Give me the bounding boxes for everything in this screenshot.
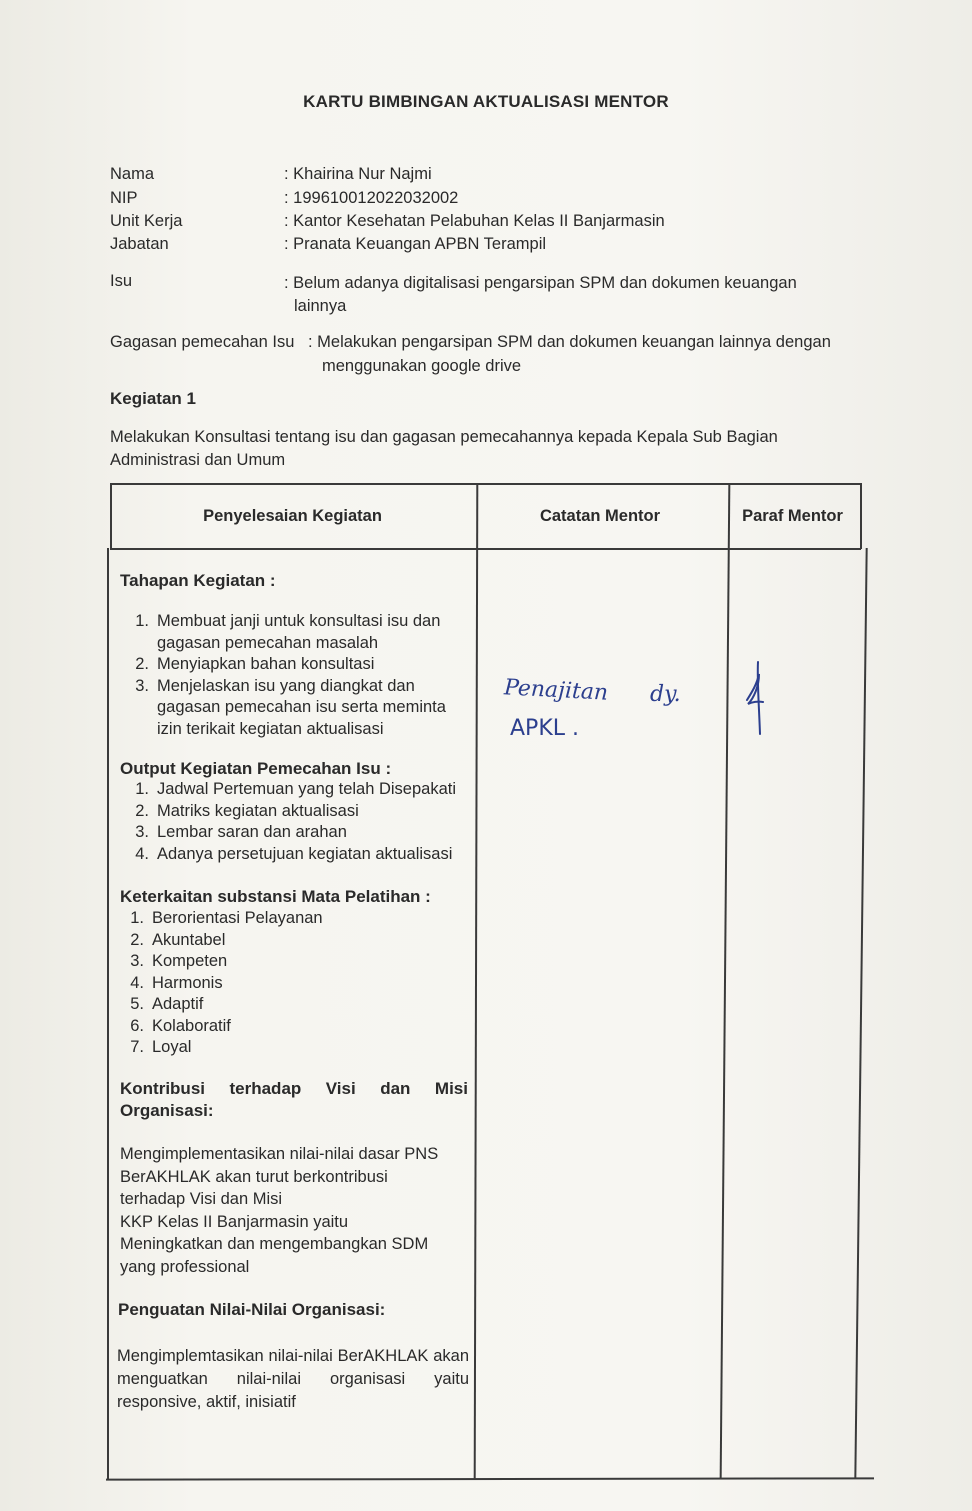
list-item: 3. Kompeten [130, 952, 228, 970]
document-title: KARTU BIMBINGAN AKTUALISASI MENTOR [303, 92, 669, 111]
list-item: 7. Loyal [130, 1038, 192, 1056]
field-value-nama: : Khairina Nur Najmi [284, 165, 432, 183]
list-item: 2. Matriks kegiatan aktualisasi [135, 801, 359, 820]
header-paraf: Paraf Mentor [742, 506, 843, 525]
field-value-isu: : Belum adanya digitalisasi pengarsipan SPM dan dokumen keuangan [284, 274, 797, 292]
kontribusi-text: Mengimplementasikan nilai-nilai dasar PNS BerAKHLAK akan turut berkontribusi terhadap Visi dan Misi KKP Kelas II Banjarmasin yaitu Meningkatkan dan mengembangkan SDM yang professional [120, 1145, 439, 1276]
keterkaitan-title: Keterkaitan substansi Mata Pelatihan : [120, 887, 431, 906]
list-item: 3. Lembar saran dan arahan [135, 823, 347, 841]
field-label-isu: Isu [110, 272, 133, 290]
penguatan-title: Penguatan Nilai-Nilai Organisasi: [118, 1300, 386, 1319]
list-item: 1. Berorientasi Pelayanan [130, 909, 323, 927]
list-item: 1. Jadwal Pertemuan yang telah Disepakati [135, 780, 457, 798]
keterkaitan-list [120, 908, 470, 1059]
field-value-nip: : 199610012022032002 [284, 189, 459, 207]
list-item: 2. Menyiapkan bahan konsultasi [135, 655, 375, 673]
paraf-signature-icon [742, 660, 772, 738]
header-catatan: Catatan Mentor [539, 506, 661, 525]
field-value-unit-kerja: : Kantor Kesehatan Pelabuhan Kelas II Banjarmasin [284, 212, 665, 230]
header-penyelesaian: Penyelesaian Kegiatan [203, 506, 382, 525]
list-item: 6. Kolaboratif [130, 1016, 231, 1035]
list-item: 5. Adaptif [130, 995, 204, 1013]
field-label-nip: NIP [110, 189, 138, 207]
field-value-isu-line2: lainnya [294, 297, 347, 315]
list-item: 4. Adanya persetujuan kegiatan aktualisasi [135, 844, 453, 863]
gagasan-value: : Melakukan pengarsipan SPM dan dokumen keuangan lainnya dengan [308, 333, 831, 351]
list-item: 2. Akuntabel [130, 930, 226, 949]
list-item: 4. Harmonis [130, 973, 223, 992]
kontribusi-title: Kontribusi terhadap Visi dan Misi Organisasi: [120, 1079, 468, 1120]
field-label-unit-kerja: Unit Kerja [110, 212, 183, 230]
handwritten-note-abbrev: dy. [650, 682, 681, 707]
field-label-nama: Nama [110, 165, 155, 183]
field-value-jabatan: : Pranata Keuangan APBN Terampil [284, 235, 547, 253]
gagasan-value-line2: menggunakan google drive [322, 357, 522, 375]
tahapan-title: Tahapan Kegiatan : [120, 571, 276, 590]
tahapan-list [120, 611, 470, 740]
kegiatan-title: Kegiatan 1 [110, 389, 196, 408]
output-list [120, 779, 470, 865]
gagasan-label: Gagasan pemecahan Isu [110, 333, 295, 351]
handwritten-note-line2: APKL . [510, 716, 579, 741]
kegiatan-description: Melakukan Konsultasi tentang isu dan gagasan pemecahannya kepada Kepala Sub Bagian Administrasi dan Umum [110, 428, 778, 469]
list-item: 3. Menjelaskan isu yang diangkat dan gagasan pemecahan isu serta meminta izin terikait kegiatan aktualisasi [135, 676, 446, 738]
penguatan-text: Mengimplemtasikan nilai-nilai BerAKHLAK akan menguatkan nilai-nilai organisasi yaitu responsive, aktif, inisiatif [117, 1347, 469, 1411]
output-title: Output Kegiatan Pemecahan Isu : [120, 759, 392, 778]
field-label-jabatan: Jabatan [110, 235, 169, 253]
handwritten-note-line1: Penajitan [503, 675, 609, 706]
list-item: 1. Membuat janji untuk konsultasi isu dan gagasan pemecahan masalah [135, 612, 441, 652]
